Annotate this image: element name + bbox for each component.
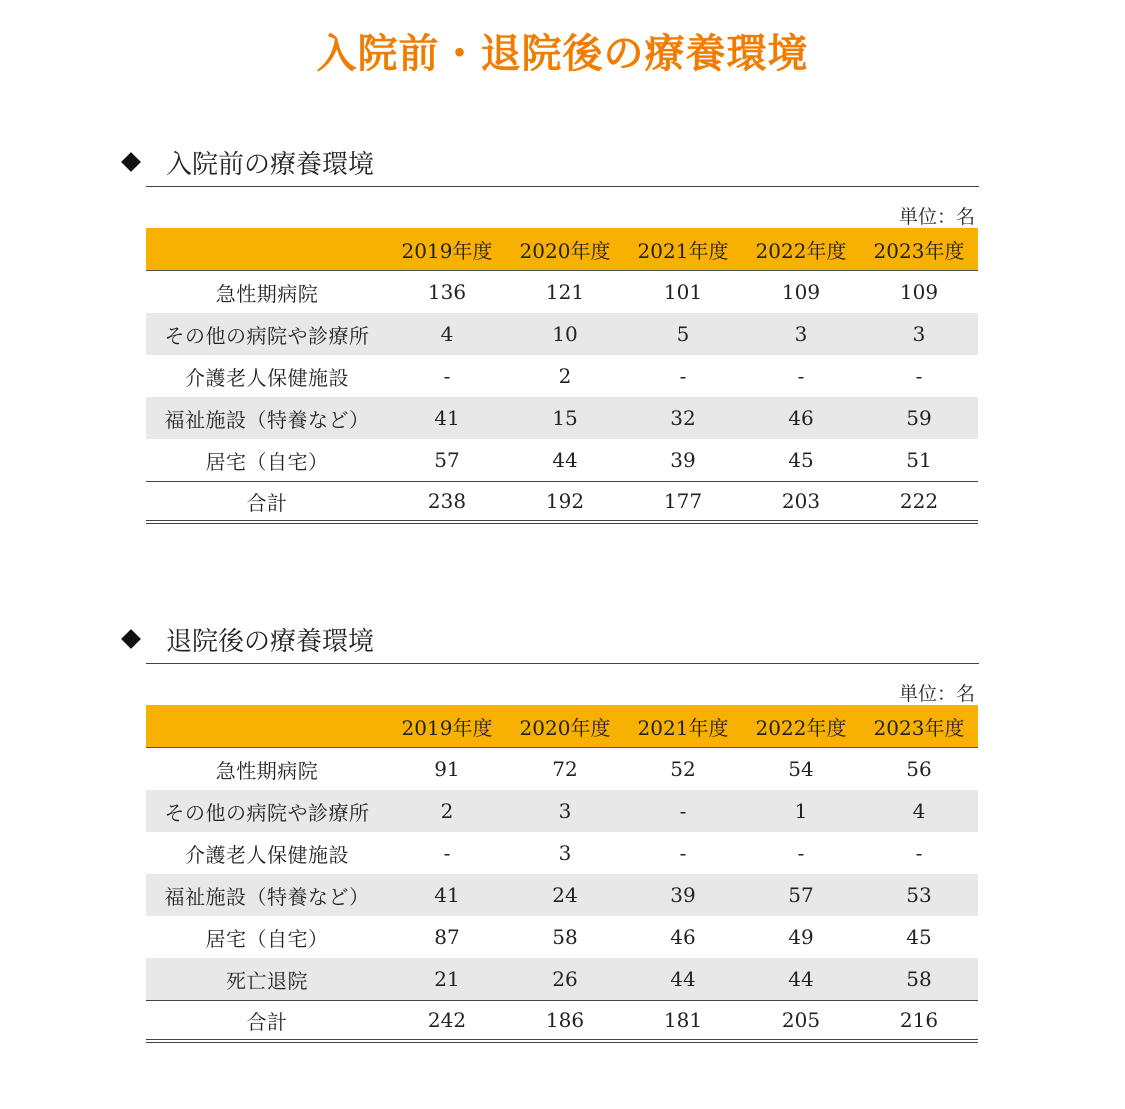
value-cell: - (679, 841, 687, 865)
page-title: 入院前・退院後の療養環境 (316, 31, 809, 77)
value-cell: 109 (781, 280, 821, 304)
value-cell: 26 (506, 958, 624, 1001)
row-label: 居宅（自宅） (205, 449, 329, 474)
total-value-cell: 177 (624, 482, 742, 523)
total-row (146, 1001, 978, 1042)
value-cell: - (443, 364, 451, 388)
value-cell: 10 (506, 313, 624, 355)
table-row (146, 748, 978, 791)
total-value-cell: 238 (388, 482, 506, 523)
value-cell: 2 (388, 790, 506, 832)
value-cell: 45 (788, 448, 814, 472)
value-cell: 87 (434, 925, 460, 949)
table-header-row (146, 705, 978, 748)
value-cell: 4 (860, 790, 978, 832)
row-label: 福祉施設（特養など） (146, 874, 388, 916)
value-cell: 58 (552, 925, 578, 949)
value-cell: - (797, 841, 805, 865)
total-row (146, 482, 978, 523)
value-cell: 3 (558, 841, 572, 865)
total-value-cell: 203 (742, 482, 860, 523)
heading-rule (146, 663, 979, 664)
value-cell: 44 (624, 958, 742, 1001)
heading-rule (146, 186, 979, 187)
section-heading (120, 619, 374, 659)
header-corner-cell (146, 705, 388, 748)
column-header: 2022年度 (742, 705, 860, 748)
column-header: 2020年度 (506, 228, 624, 271)
column-header: 2019年度 (388, 228, 506, 271)
value-cell: - (797, 364, 805, 388)
total-value-cell: 216 (860, 1001, 978, 1042)
value-cell: 32 (624, 397, 742, 439)
value-cell: 53 (860, 874, 978, 916)
value-cell: - (915, 841, 923, 865)
column-header: 2021年度 (624, 705, 742, 748)
value-cell: 121 (545, 280, 585, 304)
unit-label: 単位：名 (898, 683, 975, 705)
table-row (146, 916, 978, 958)
column-header: 2019年度 (388, 705, 506, 748)
table-row (146, 958, 978, 1001)
row-label: その他の病院や診療所 (146, 790, 388, 832)
table-row (146, 439, 978, 482)
total-label: 合計 (146, 482, 388, 523)
value-cell: 1 (742, 790, 860, 832)
total-value-cell: 205 (742, 1001, 860, 1042)
table-row (146, 313, 978, 355)
value-cell: 52 (670, 757, 696, 781)
value-cell: 101 (663, 280, 703, 304)
value-cell: 2 (558, 364, 572, 388)
row-label: 死亡退院 (146, 958, 388, 1001)
value-cell: 46 (670, 925, 696, 949)
table-row (146, 355, 978, 397)
table-row (146, 832, 978, 874)
value-cell: 5 (624, 313, 742, 355)
value-cell: 39 (624, 874, 742, 916)
value-cell: - (443, 841, 451, 865)
total-value-cell: 242 (388, 1001, 506, 1042)
value-cell: 136 (427, 280, 467, 304)
value-cell: 44 (742, 958, 860, 1001)
value-cell: - (679, 364, 687, 388)
column-header: 2020年度 (506, 705, 624, 748)
value-cell: 58 (860, 958, 978, 1001)
row-label: 介護老人保健施設 (185, 365, 349, 390)
value-cell: 3 (860, 313, 978, 355)
row-label: 居宅（自宅） (205, 926, 329, 951)
after-discharge-table (146, 705, 978, 1043)
total-value-cell: 222 (860, 482, 978, 523)
value-cell: - (624, 790, 742, 832)
value-cell: 54 (788, 757, 814, 781)
value-cell: 56 (906, 757, 932, 781)
section-heading (120, 142, 374, 182)
section-heading-text: 入院前の療養環境 (166, 149, 375, 180)
column-header: 2023年度 (860, 228, 978, 271)
value-cell: 3 (506, 790, 624, 832)
value-cell: 109 (899, 280, 939, 304)
unit-label: 単位：名 (898, 206, 975, 228)
value-cell: 46 (742, 397, 860, 439)
value-cell: 45 (906, 925, 932, 949)
total-value-cell: 192 (506, 482, 624, 523)
value-cell: 21 (388, 958, 506, 1001)
before-admission-table (146, 228, 978, 524)
section-heading-text: 退院後の療養環境 (166, 626, 375, 657)
header-corner-cell (146, 228, 388, 271)
diamond-bullet-icon (121, 629, 141, 649)
column-header: 2021年度 (624, 228, 742, 271)
row-label: 急性期病院 (215, 758, 319, 783)
value-cell: 24 (506, 874, 624, 916)
total-value-cell: 181 (624, 1001, 742, 1042)
value-cell: 15 (506, 397, 624, 439)
row-label: 福祉施設（特養など） (146, 397, 388, 439)
table-row (146, 874, 978, 916)
value-cell: 44 (552, 448, 578, 472)
table-row (146, 397, 978, 439)
column-header: 2022年度 (742, 228, 860, 271)
value-cell: 57 (742, 874, 860, 916)
value-cell: 59 (860, 397, 978, 439)
diamond-bullet-icon (121, 152, 141, 172)
total-value-cell: 186 (506, 1001, 624, 1042)
value-cell: 41 (388, 397, 506, 439)
row-label: その他の病院や診療所 (146, 313, 388, 355)
value-cell: 49 (788, 925, 814, 949)
value-cell: 4 (388, 313, 506, 355)
table-row (146, 271, 978, 314)
value-cell: 51 (906, 448, 932, 472)
row-label: 介護老人保健施設 (185, 842, 349, 867)
value-cell: 57 (434, 448, 460, 472)
total-label: 合計 (146, 1001, 388, 1042)
value-cell: 72 (552, 757, 578, 781)
value-cell: 3 (742, 313, 860, 355)
value-cell: 39 (670, 448, 696, 472)
value-cell: - (915, 364, 923, 388)
value-cell: 41 (388, 874, 506, 916)
column-header: 2023年度 (860, 705, 978, 748)
table-header-row (146, 228, 978, 271)
table-row (146, 790, 978, 832)
row-label: 急性期病院 (215, 281, 319, 306)
value-cell: 91 (434, 757, 460, 781)
